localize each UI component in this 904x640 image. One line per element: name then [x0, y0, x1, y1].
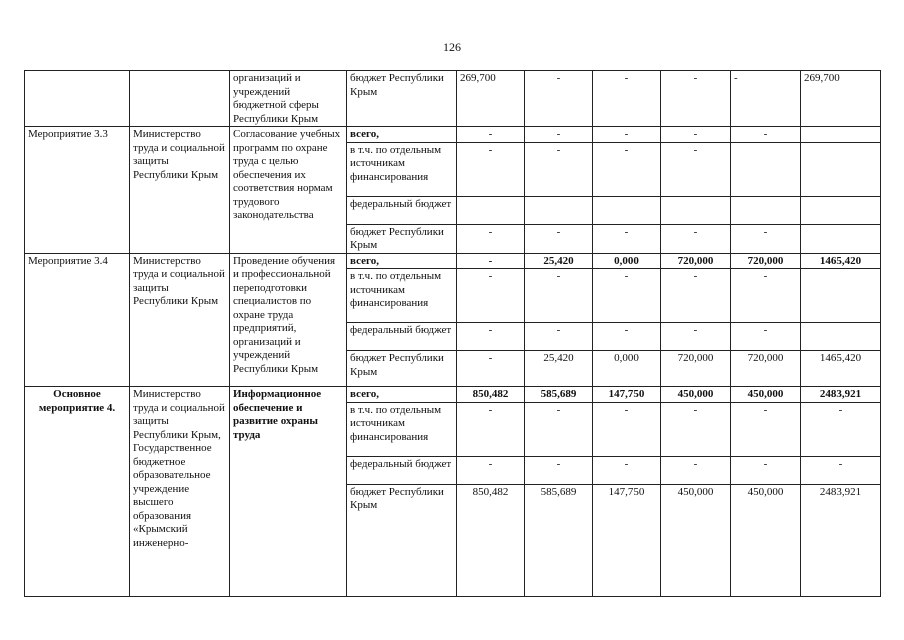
activity-code-cell	[25, 71, 130, 127]
value-cell	[801, 323, 881, 351]
value-cell: -	[661, 127, 731, 143]
activity-code-cell: Мероприятие 3.4	[25, 253, 130, 387]
executor-cell: Министерство труда и социальной защиты Республики Крым	[130, 253, 230, 387]
value-cell: -	[457, 402, 525, 456]
value-cell: 1465,420	[801, 253, 881, 269]
table-row	[25, 127, 881, 143]
value-cell: 720,000	[731, 253, 801, 269]
value-cell: -	[593, 224, 661, 253]
source-cell: всего,	[347, 127, 457, 143]
value-cell: -	[593, 402, 661, 456]
value-cell: -	[731, 456, 801, 484]
source-cell: бюджет Республики Крым	[347, 351, 457, 387]
source-cell: бюджет Республики Крым	[347, 484, 457, 596]
value-cell: 720,000	[661, 351, 731, 387]
value-cell: -	[661, 269, 731, 323]
value-cell: -	[661, 71, 731, 127]
executor-cell: Министерство труда и социальной защиты Республики Крым	[130, 127, 230, 254]
value-cell: 1465,420	[801, 351, 881, 387]
value-cell: 450,000	[661, 484, 731, 596]
executor-cell	[130, 71, 230, 127]
source-cell: всего,	[347, 387, 457, 403]
value-cell: 25,420	[525, 351, 593, 387]
value-cell: 147,750	[593, 484, 661, 596]
description-cell: Проведение обучения и профессиональной переподготовки специалистов по охране труда предприятий, организаций и учреждений Республики Крым	[230, 253, 347, 387]
value-cell	[593, 196, 661, 224]
value-cell: 2483,921	[801, 484, 881, 596]
value-cell	[525, 196, 593, 224]
value-cell	[731, 196, 801, 224]
value-cell: 850,482	[457, 387, 525, 403]
value-cell: -	[457, 253, 525, 269]
value-cell	[801, 142, 881, 196]
page-number: 126	[443, 40, 461, 54]
value-cell: -	[457, 224, 525, 253]
value-cell: -	[661, 456, 731, 484]
budget-table	[24, 70, 881, 597]
value-cell: 0,000	[593, 351, 661, 387]
value-cell: -	[525, 127, 593, 143]
value-cell: -	[525, 71, 593, 127]
value-cell	[801, 269, 881, 323]
source-cell: федеральный бюджет	[347, 456, 457, 484]
value-cell: 450,000	[731, 387, 801, 403]
source-cell: федеральный бюджет	[347, 323, 457, 351]
source-cell: всего,	[347, 253, 457, 269]
value-cell: 147,750	[593, 387, 661, 403]
description-cell: Согласование учебных программ по охране труда с целью обеспечения их соответствия нормам трудового законодательства	[230, 127, 347, 254]
value-cell: 2483,921	[801, 387, 881, 403]
value-cell: 269,700	[801, 71, 881, 127]
value-cell: -	[457, 142, 525, 196]
value-cell: 585,689	[525, 484, 593, 596]
value-cell	[731, 142, 801, 196]
description-cell: организаций и учреждений бюджетной сферы Республики Крым	[230, 71, 347, 127]
source-cell: федеральный бюджет	[347, 196, 457, 224]
value-cell: -	[525, 269, 593, 323]
value-cell: 450,000	[661, 387, 731, 403]
description-cell: Информационное обеспечение и развитие охраны труда	[230, 387, 347, 597]
value-cell: -	[593, 269, 661, 323]
value-cell: -	[731, 323, 801, 351]
value-cell: -	[593, 456, 661, 484]
source-cell: в т.ч. по отдельным источникам финансирования	[347, 269, 457, 323]
value-cell: -	[731, 269, 801, 323]
value-cell: -	[593, 127, 661, 143]
value-cell: -	[457, 269, 525, 323]
value-cell: -	[525, 224, 593, 253]
value-cell: -	[593, 142, 661, 196]
value-cell: -	[661, 142, 731, 196]
value-cell: -	[731, 71, 801, 127]
value-cell	[801, 224, 881, 253]
value-cell: 450,000	[731, 484, 801, 596]
value-cell: 720,000	[661, 253, 731, 269]
value-cell: -	[661, 224, 731, 253]
value-cell: -	[661, 402, 731, 456]
activity-code-cell: Основное мероприятие 4.	[25, 387, 130, 597]
value-cell: -	[525, 456, 593, 484]
value-cell: -	[801, 456, 881, 484]
value-cell: -	[525, 142, 593, 196]
value-cell: 0,000	[593, 253, 661, 269]
value-cell: -	[731, 402, 801, 456]
value-cell: 720,000	[731, 351, 801, 387]
value-cell: -	[593, 71, 661, 127]
value-cell: 850,482	[457, 484, 525, 596]
value-cell	[457, 196, 525, 224]
value-cell: -	[731, 224, 801, 253]
value-cell	[661, 196, 731, 224]
value-cell: -	[731, 127, 801, 143]
value-cell	[801, 196, 881, 224]
value-cell: 269,700	[457, 71, 525, 127]
table-row	[25, 387, 881, 403]
table-row	[25, 253, 881, 269]
source-cell: бюджет Республики Крым	[347, 224, 457, 253]
value-cell	[801, 127, 881, 143]
value-cell: -	[457, 351, 525, 387]
executor-cell: Министерство труда и социальной защиты Республики Крым, Государственное бюджетное образовательное учреждение высшего образования «Крымский инженерно-	[130, 387, 230, 597]
value-cell: 25,420	[525, 253, 593, 269]
value-cell: -	[593, 323, 661, 351]
value-cell: -	[525, 402, 593, 456]
value-cell: -	[457, 127, 525, 143]
value-cell: -	[457, 323, 525, 351]
value-cell: -	[525, 323, 593, 351]
value-cell: -	[457, 456, 525, 484]
source-cell: бюджет Республики Крым	[347, 71, 457, 127]
value-cell: -	[661, 323, 731, 351]
activity-code-cell: Мероприятие 3.3	[25, 127, 130, 254]
source-cell: в т.ч. по отдельным источникам финансирования	[347, 142, 457, 196]
value-cell: -	[801, 402, 881, 456]
source-cell: в т.ч. по отдельным источникам финансирования	[347, 402, 457, 456]
table-row	[25, 71, 881, 127]
value-cell: 585,689	[525, 387, 593, 403]
